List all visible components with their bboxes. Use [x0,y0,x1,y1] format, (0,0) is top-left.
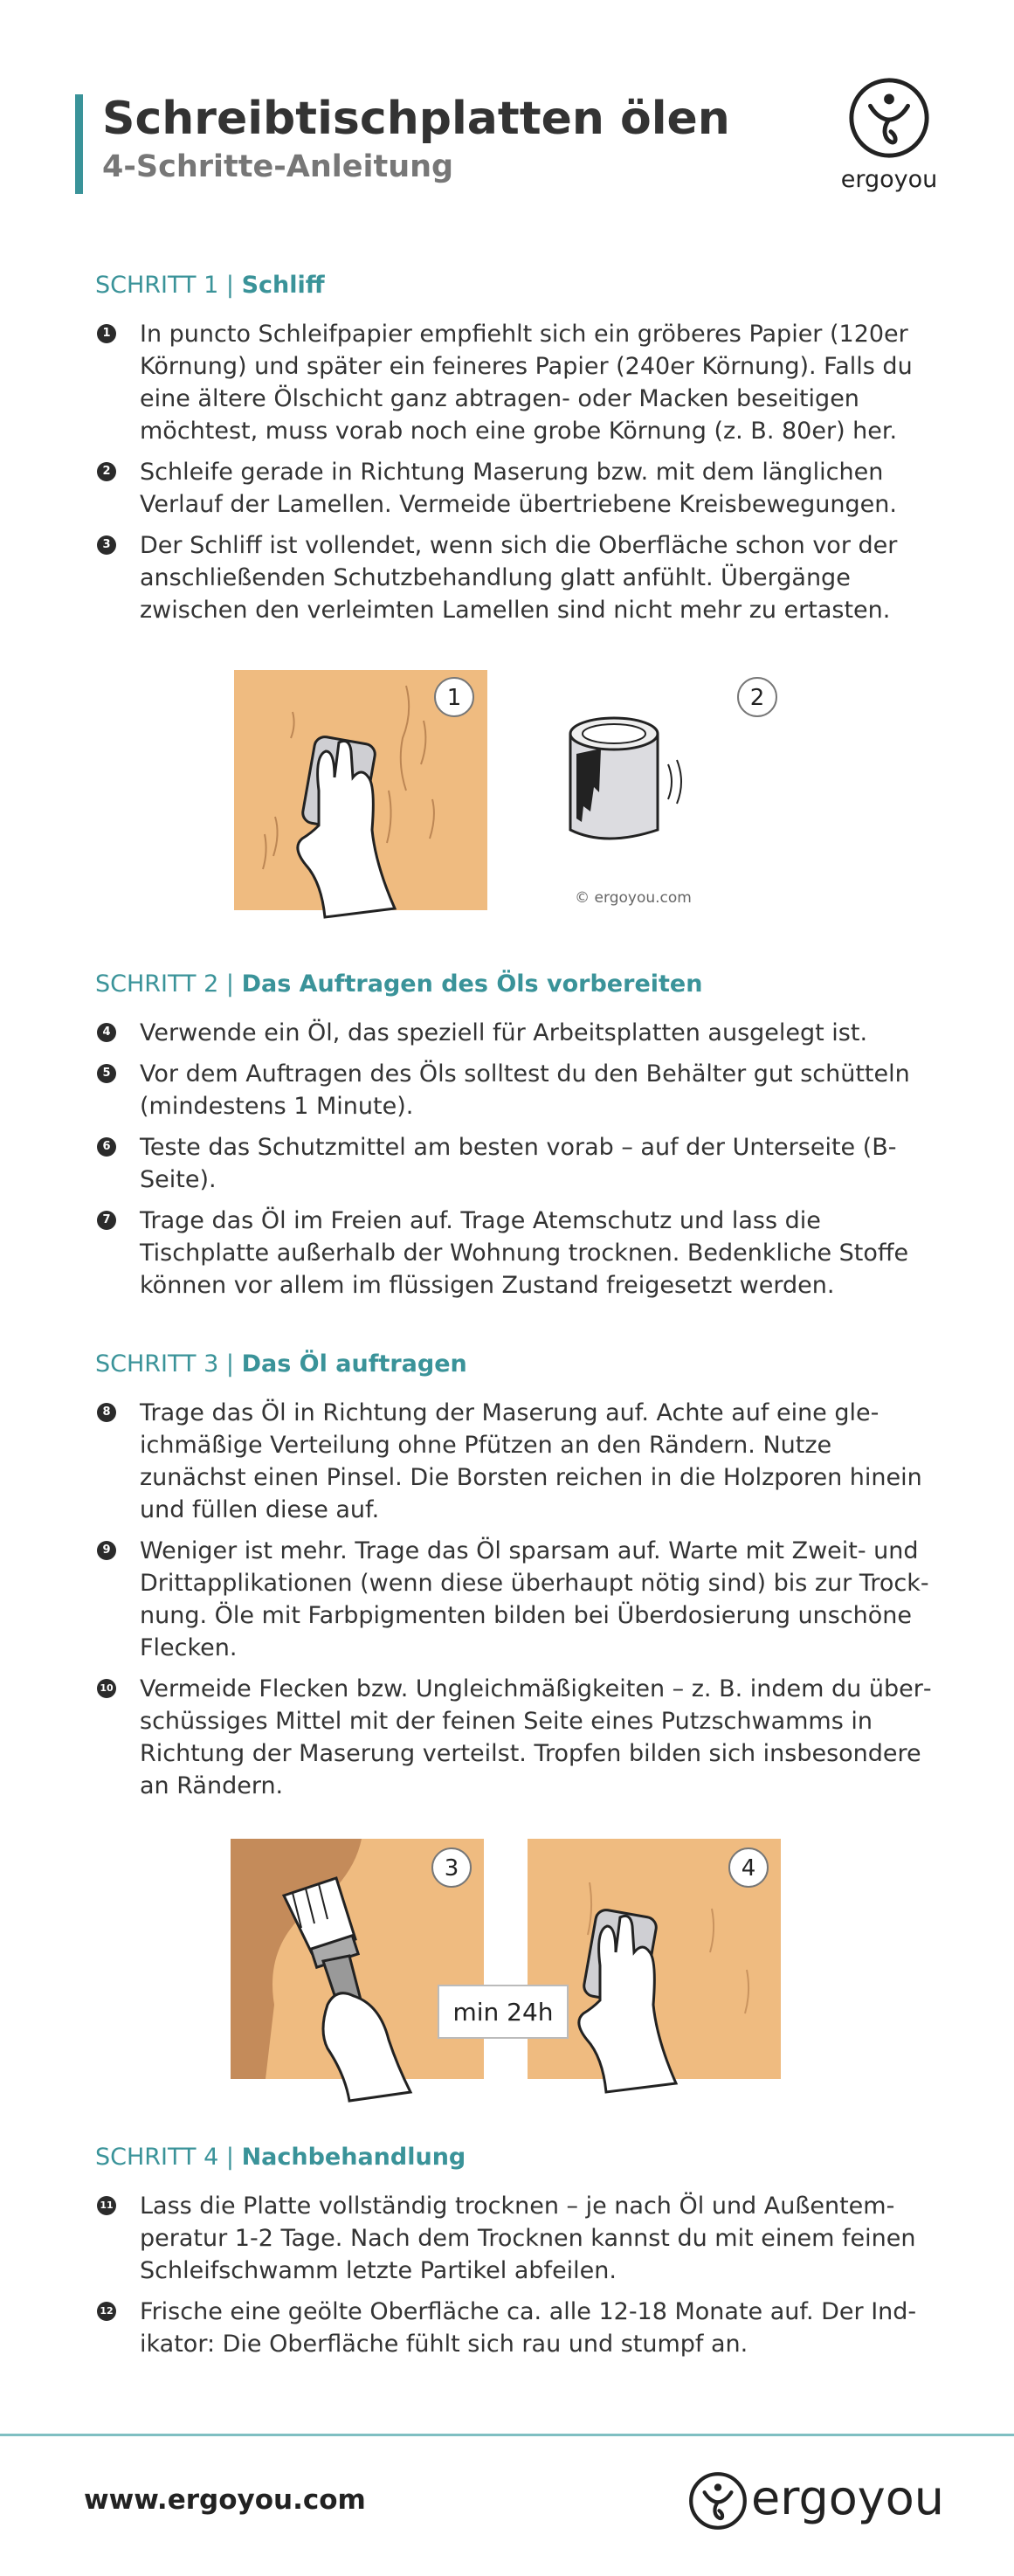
badge-2 [738,678,776,716]
page-subtitle: 4-Schritte-Anleitung [102,149,454,184]
list-item [95,1397,934,1526]
copyright-text: © ergoyou.com [575,889,692,907]
list-item [95,318,934,447]
step-number: 11 [97,2196,116,2215]
wait-time-label [438,1986,568,2038]
step-number: 4 [97,1023,116,1042]
badge-4 [729,1848,768,1887]
illustration-brush-and-sponge [223,1830,790,2110]
item-text: Vermeide Flecken bzw. Ungleichmäßigkeiten – z. B. indem du überschüssiges Mittel mit der feinen Seite eines Putzschwamms in Richtung der Maserung verteilst. Tropfen bilden sich insbesondere an Rändern. [140,1675,932,1799]
step-title: Schliff [241,272,325,299]
oil-can-icon [570,718,681,839]
list-item [95,1058,934,1122]
step-1-section [95,271,934,635]
badge-number: 4 [741,1855,756,1882]
badge-1 [435,678,473,716]
illustration-sanding-and-oil [223,660,790,930]
item-text: Trage das Öl im Freien auf. Trage Atemschutz und lass die Tischplatte außerhalb der Wohnung trocknen. Bedenkliche Stoffe können vor allem im flüssigen Zustand freigesetzt werden. [140,1207,909,1299]
step-3-heading [95,1350,934,1379]
list-item [95,1017,934,1049]
item-text: Schleife gerade in Richtung Maserung bzw. mit dem länglichen Verlauf der Lamellen. Vermeide übertriebene Kreisbewegungen. [140,459,897,518]
brand-name: ergoyou [840,166,938,193]
step-2-section [95,970,934,1310]
item-text: Der Schliff ist vollendet, wenn sich die Oberfläche schon vor der anschließenden Schutzbehandlung glatt anfühlt. Übergänge zwischen den verleimten Lamellen sind nicht mehr zu ertasten. [140,532,898,624]
item-text: Teste das Schutzmittel am besten vorab – auf der Unterseite (B-Seite). [140,1134,897,1193]
item-text: Verwende ein Öl, das speziell für Arbeitsplatten ausgelegt ist. [140,1019,868,1046]
footer-brand-logo [687,2465,945,2535]
ergoyou-logo-icon [687,2470,748,2531]
step-label: SCHRITT 1 | [95,272,234,299]
step-label: SCHRITT 3 | [95,1350,234,1378]
list-item [95,1131,934,1196]
footer-divider [0,2434,1014,2436]
step-title: Das Auftragen des Öls vorbereiten [241,970,703,998]
list-item [95,2190,934,2287]
item-text: Weniger ist mehr. Trage das Öl sparsam auf. Warte mit Zweit- und Drittapplikationen (wenn diese überhaupt nötig sind) bis zur Trocknung. Öle mit Farbpigmenten bilden bei Überdosierung unschöne Flecken. [140,1537,929,1661]
step-4-heading [95,2143,934,2172]
step-number: 12 [97,2302,116,2321]
list-item [95,1535,934,1664]
step-title: Das Öl auftragen [241,1350,467,1378]
step-number: 2 [97,462,116,481]
page-header [75,94,730,194]
badge-3 [432,1848,471,1887]
step-number: 3 [97,535,116,555]
list-item [95,2296,934,2360]
step-number: 6 [97,1137,116,1157]
list-item [95,529,934,626]
step-number: 7 [97,1211,116,1230]
step-number: 1 [97,324,116,343]
brand-logo [834,75,944,193]
step-label: SCHRITT 2 | [95,970,234,998]
item-text: Trage das Öl in Richtung der Maserung auf. Achte auf eine gleichmäßige Verteilung ohne Pfützen an den Rändern. Nutze zunächst einen Pinsel. Die Borsten reichen in die Holzporen hinein und füllen diese auf. [140,1399,922,1523]
page-title: Schreibtischplatten ölen [102,93,730,145]
step-title: Nachbehandlung [241,2144,466,2171]
footer-brand-name: ergoyou [751,2470,945,2525]
step-2-heading [95,970,934,999]
step-number: 10 [97,1679,116,1698]
step-4-section [95,2143,934,2369]
badge-number: 2 [749,685,765,711]
wait-time-text: min 24h [452,1998,554,2027]
list-item [95,1673,934,1802]
step-1-heading [95,271,934,300]
item-text: Vor dem Auftragen des Öls solltest du den Behälter gut schütteln (mindestens 1 Minute). [140,1060,910,1120]
item-text: Lass die Platte vollständig trocknen – je nach Öl und Außentemperatur 1-2 Tage. Nach dem Trocknen kannst du mit einem feinen Schleifschwamm letzte Partikel abfeilen. [140,2193,916,2284]
footer-website-link[interactable]: www.ergoyou.com [84,2484,366,2516]
ergoyou-logo-icon [846,75,932,161]
step-number: 9 [97,1541,116,1560]
step-number: 5 [97,1064,116,1083]
step-label: SCHRITT 4 | [95,2144,234,2171]
item-text: Frische eine geölte Oberfläche ca. alle 12-18 Monate auf. Der Indikator: Die Oberfläche fühlt sich rau und stumpf an. [140,2298,917,2358]
item-text: In puncto Schleifpapier empfiehlt sich ein gröberes Papier (120er Körnung) und später ein feineres Papier (240er Körnung). Falls du eine ältere Ölschicht ganz abtragen- oder Macken beseitigen möchtest, muss vorab noch eine grobe Körnung (z. B. 80er) her. [140,321,913,445]
step-number: 8 [97,1403,116,1422]
list-item [95,1205,934,1302]
badge-number: 1 [446,685,462,711]
list-item [95,456,934,521]
badge-number: 3 [444,1855,459,1882]
step-3-section [95,1350,934,1811]
